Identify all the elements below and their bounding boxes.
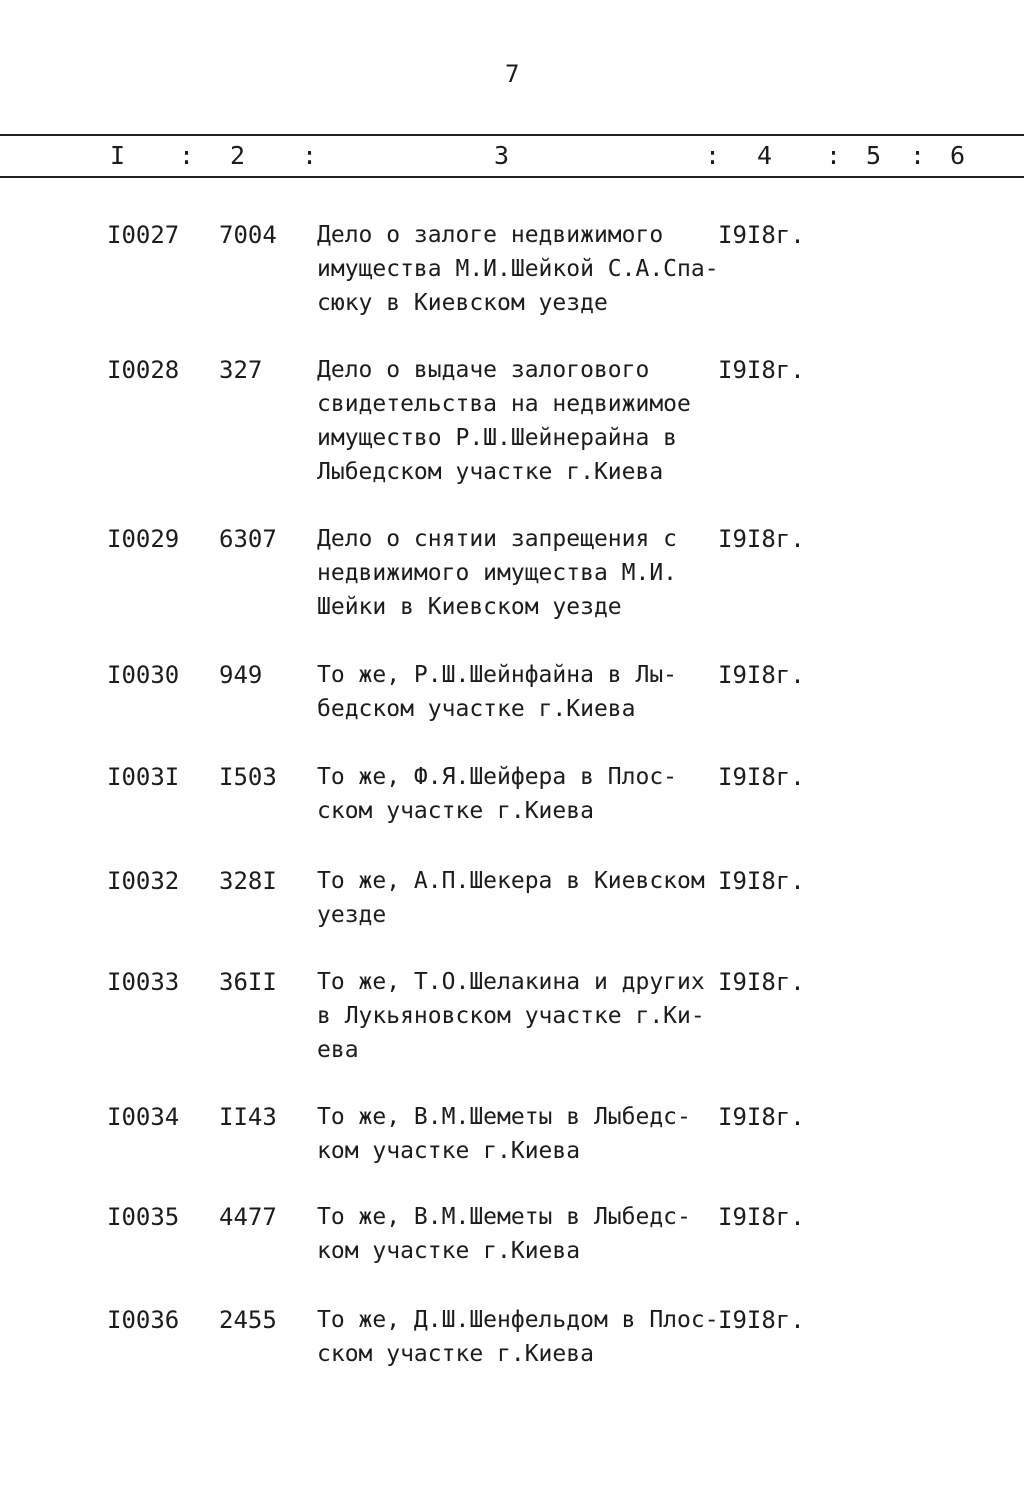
title-line: свидетельства на недвижимое bbox=[317, 391, 691, 417]
column-header-3: 3 bbox=[494, 141, 510, 170]
item-date: I9I8г. bbox=[718, 763, 805, 791]
title-line: имущество Р.Ш.Шейнерайна в bbox=[317, 425, 678, 451]
title-line: ком участке г.Киева bbox=[317, 1238, 581, 1264]
column-separator: : bbox=[910, 141, 926, 170]
title-line: в Лукьяновском участке г.Ки- bbox=[317, 1003, 705, 1029]
item-date: I9I8г. bbox=[718, 1306, 805, 1334]
title-line: Лыбедском участке г.Киева bbox=[317, 459, 664, 485]
column-header-4: 4 bbox=[757, 141, 773, 170]
item-number: I0033 bbox=[107, 968, 180, 996]
column-header-1: I bbox=[110, 141, 126, 170]
title-line: Шейки в Киевском уезде bbox=[317, 594, 622, 620]
title-line: ском участке г.Киева bbox=[317, 1341, 594, 1367]
item-date: I9I8г. bbox=[718, 221, 805, 249]
column-separator: : bbox=[179, 141, 195, 170]
item-title bbox=[317, 1200, 717, 1268]
item-number: I0027 bbox=[107, 221, 180, 249]
header-rule-top bbox=[0, 134, 1024, 136]
item-title bbox=[317, 522, 717, 624]
old-number: 6307 bbox=[219, 525, 277, 553]
title-line: То же, В.М.Шеметы в Лыбедс- bbox=[317, 1204, 691, 1230]
title-line: То же, Д.Ш.Шенфельдом в Плос- bbox=[317, 1307, 719, 1333]
title-line: То же, А.П.Шекера в Киевском bbox=[317, 868, 705, 894]
title-line: недвижимого имущества М.И. bbox=[317, 560, 678, 586]
old-number: 36II bbox=[219, 968, 277, 996]
item-date: I9I8г. bbox=[718, 661, 805, 689]
item-title bbox=[317, 353, 717, 489]
title-line: имущества М.И.Шейкой С.А.Спа- bbox=[317, 256, 719, 282]
old-number: 328I bbox=[219, 867, 277, 895]
title-line: То же, Т.О.Шелакина и других bbox=[317, 969, 705, 995]
item-title bbox=[317, 760, 717, 828]
item-number: I0030 bbox=[107, 661, 180, 689]
header-rule-bottom bbox=[0, 176, 1024, 178]
title-line: Дело о снятии запрещения с bbox=[317, 526, 678, 552]
column-separator: : bbox=[826, 141, 842, 170]
old-number: II43 bbox=[219, 1103, 277, 1131]
title-line: То же, Ф.Я.Шейфера в Плос- bbox=[317, 764, 678, 790]
item-date: I9I8г. bbox=[718, 1203, 805, 1231]
title-line: ева bbox=[317, 1037, 359, 1063]
old-number: 949 bbox=[219, 661, 263, 689]
column-header-6: 6 bbox=[950, 141, 966, 170]
item-date: I9I8г. bbox=[718, 968, 805, 996]
title-line: уезде bbox=[317, 902, 387, 928]
item-title bbox=[317, 1303, 717, 1371]
item-date: I9I8г. bbox=[718, 867, 805, 895]
old-number: I503 bbox=[219, 763, 277, 791]
item-number: I0036 bbox=[107, 1306, 180, 1334]
column-separator: : bbox=[302, 141, 318, 170]
title-line: То же, В.М.Шеметы в Лыбедс- bbox=[317, 1104, 691, 1130]
item-number: I0035 bbox=[107, 1203, 180, 1231]
old-number: 4477 bbox=[219, 1203, 277, 1231]
column-separator: : bbox=[705, 141, 721, 170]
title-line: Дело о залоге недвижимого bbox=[317, 222, 664, 248]
item-title bbox=[317, 1100, 717, 1168]
title-line: сюку в Киевском уезде bbox=[317, 290, 608, 316]
item-title bbox=[317, 658, 717, 726]
column-header-5: 5 bbox=[866, 141, 882, 170]
title-line: То же, Р.Ш.Шейнфайна в Лы- bbox=[317, 662, 678, 688]
title-line: ком участке г.Киева bbox=[317, 1138, 581, 1164]
column-header-2: 2 bbox=[230, 141, 246, 170]
item-date: I9I8г. bbox=[718, 1103, 805, 1131]
title-line: Дело о выдаче залогового bbox=[317, 357, 650, 383]
old-number: 7004 bbox=[219, 221, 277, 249]
item-number: I003I bbox=[107, 763, 180, 791]
page-number: 7 bbox=[505, 60, 520, 88]
item-number: I0034 bbox=[107, 1103, 180, 1131]
item-date: I9I8г. bbox=[718, 525, 805, 553]
item-number: I0032 bbox=[107, 867, 180, 895]
item-title bbox=[317, 864, 717, 932]
old-number: 2455 bbox=[219, 1306, 277, 1334]
title-line: бедском участке г.Киева bbox=[317, 696, 636, 722]
item-number: I0029 bbox=[107, 525, 180, 553]
title-line: ском участке г.Киева bbox=[317, 798, 594, 824]
item-number: I0028 bbox=[107, 356, 180, 384]
item-title bbox=[317, 218, 717, 320]
item-date: I9I8г. bbox=[718, 356, 805, 384]
item-title bbox=[317, 965, 717, 1067]
old-number: 327 bbox=[219, 356, 263, 384]
